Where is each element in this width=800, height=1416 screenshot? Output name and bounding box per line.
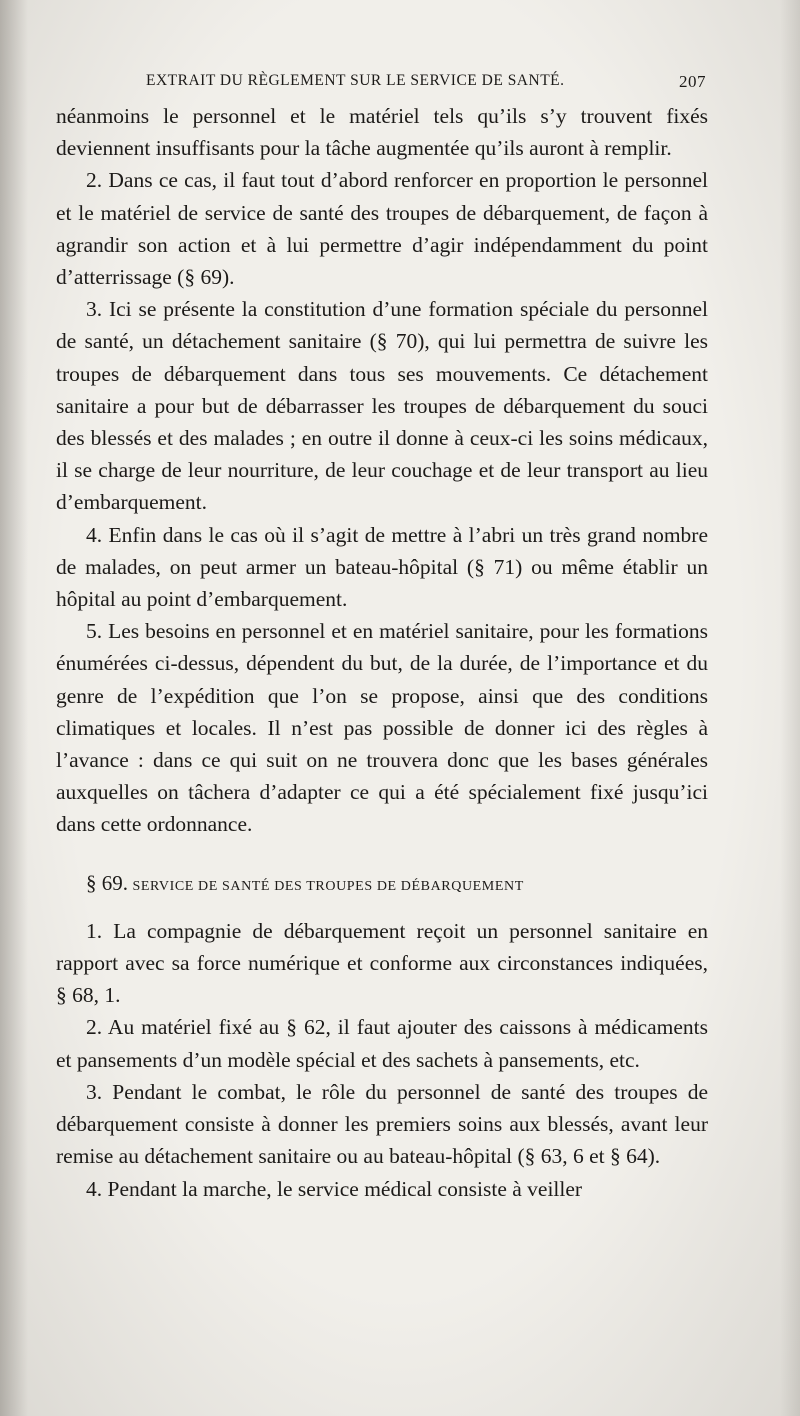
section-title: SERVICE DE SANTÉ DES TROUPES DE DÉBARQUEMENT xyxy=(132,878,524,894)
page-body xyxy=(56,100,708,1205)
section-heading xyxy=(56,867,708,903)
paragraph: 2. Dans ce cas, il faut tout d’abord renforcer en proportion le personnel et le matériel de service de santé des troupes de débarquement, de façon à agrandir son action et à lui permettre d’agir indépendamment du point d’atterrissage (§ 69). xyxy=(56,168,708,290)
paragraph: 4. Enfin dans le cas où il s’agit de mettre à l’abri un très grand nombre de malades, on peut armer un bateau-hôpital (§ 71) ou même établir un hôpital au point d’embarquement. xyxy=(56,522,708,612)
paragraph: 5. Les besoins en personnel et en matériel sanitaire, pour les formations énumérées ci-dessus, dépendent du but, de la durée, de l’importance et du genre de l’expédition que l’on se propose, ainsi que des conditions climatiques et locales. Il n’est pas possible de donner ici des règles à l’avance : dans ce qui suit on ne trouvera donc que les bases générales auxquelles on tâchera d’adapter ce qui a été spécialement fixé jusqu’ici dans cette ordonnance. xyxy=(56,619,708,837)
section-number: § 69. xyxy=(86,870,128,895)
paragraph: 1. La compagnie de débarquement reçoit un personnel sanitaire en rapport avec sa force numérique et conforme aux circonstances indiquées, § 68, 1. xyxy=(56,918,708,1008)
paragraph: 2. Au matériel fixé au § 62, il faut ajouter des caissons à médicaments et pansements d’un modèle spécial et des sachets à pansements, etc. xyxy=(56,1015,708,1072)
page-number: 207 xyxy=(679,72,706,91)
paragraph: 3. Pendant le combat, le rôle du personnel de santé des troupes de débarquement consiste à donner les premiers soins aux blessés, avant leur remise au détachement sanitaire ou au bateau-hôpital (§ 63, 6 et § 64). xyxy=(56,1079,708,1169)
running-title: EXTRAIT DU RÈGLEMENT SUR LE SERVICE DE SANTÉ. xyxy=(146,72,565,89)
paragraph: 4. Pendant la marche, le service médical consiste à veiller xyxy=(86,1176,583,1201)
paragraph: 3. Ici se présente la constitution d’une formation spéciale du personnel de santé, un détachement sanitaire (§ 70), qui lui permettra de suivre les troupes de débarquement dans tous ses mouvements. Ce détachement sanitaire a pour but de débarrasser les troupes de débarquement du souci des blessés et des malades ; en outre il donne à ceux-ci les soins médicaux, il se charge de leur nourriture, de leur couchage et de leur transport au lieu d’embarquement. xyxy=(56,297,708,515)
running-header xyxy=(146,72,706,92)
paragraph: néanmoins le personnel et le matériel tels qu’ils s’y trouvent fixés deviennent insuffisants pour la tâche augmentée qu’ils auront à remplir. xyxy=(56,104,708,161)
